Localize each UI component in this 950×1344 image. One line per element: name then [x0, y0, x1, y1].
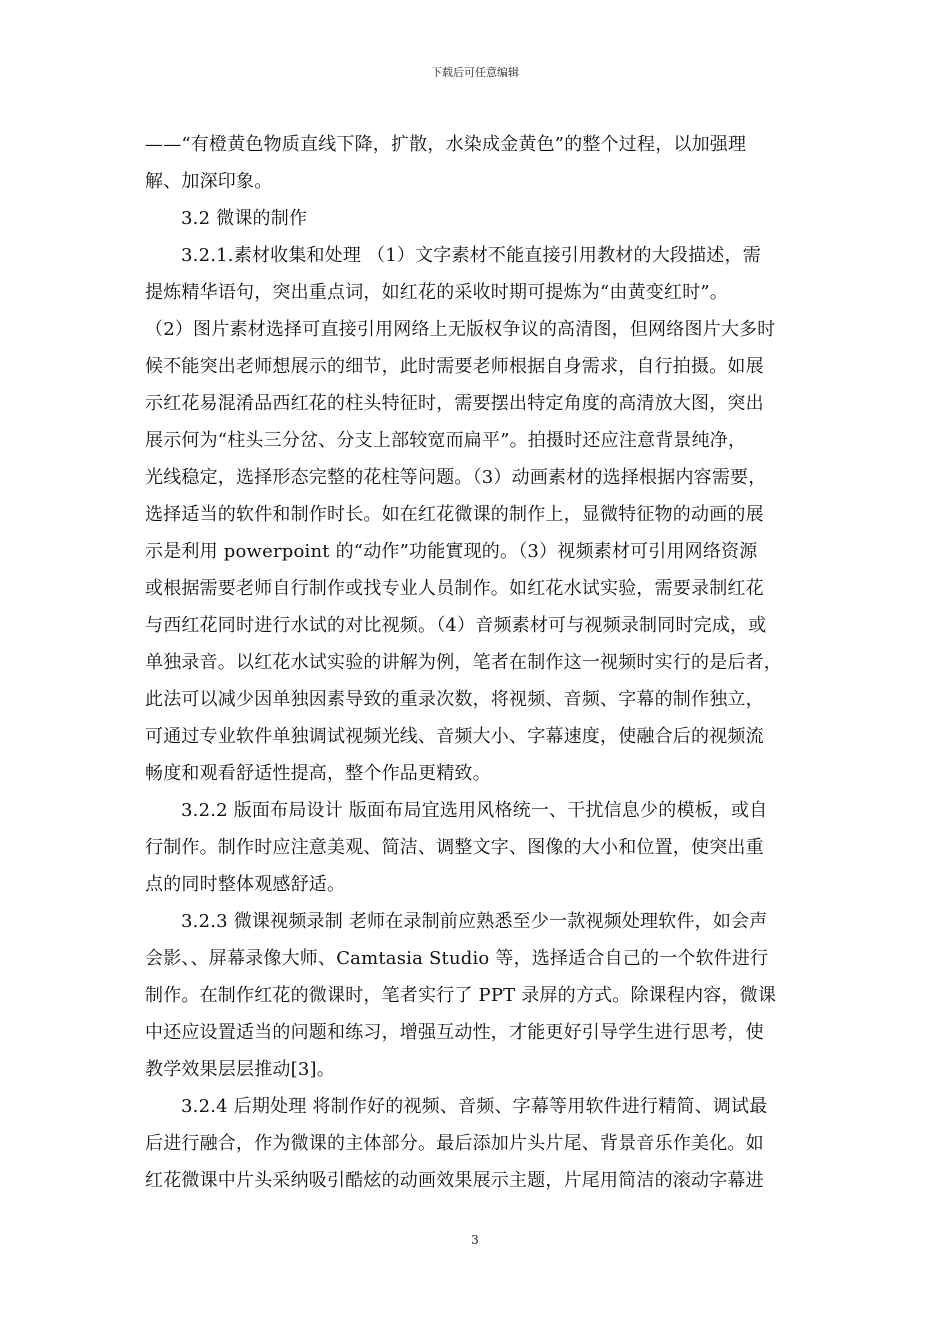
text-line: 展示何为“柱头三分岔、分支上部较宽而扁平”。拍摄时还应注意背景纯净， [145, 430, 747, 451]
text-line: 选择适当的软件和制作时长。如在红花微课的制作上，显微特征物的动画的展 [145, 504, 764, 525]
text-line: 光线稳定，选择形态完整的花柱等问题。（3）动画素材的选择根据内容需要， [145, 467, 767, 488]
page-number: 3 [471, 1233, 479, 1247]
text-line: 会影、、屏幕录像大师、Camtasia Studio 等，选择适合自己的一个软件进行 [145, 948, 769, 969]
text-line: ——“有橙黄色物质直线下降，扩散，水染成金黄色”的整个过程，以加强理 [145, 134, 747, 155]
text-line: （2）图片素材选择可直接引用网络上无版权争议的高清图，但网络图片大多时 [145, 319, 776, 340]
text-line: 制作。在制作红花的微课时，笔者实行了 PPT 录屏的方式。除课程内容，微课 [145, 985, 777, 1006]
text-line: 候不能突出老师想展示的细节，此时需要老师根据自身需求，自行拍摄。如展 [145, 356, 764, 377]
text-line: 后进行融合，作为微课的主体部分。最后添加片头片尾、背景音乐作美化。如 [145, 1133, 764, 1154]
document-body [145, 126, 807, 1199]
text-line: 示红花易混淆品西红花的柱头特征时，需要摆出特定角度的高清放大图，突出 [145, 393, 764, 414]
text-line: 可通过专业软件单独调试视频光线、音频大小、字幕速度，使融合后的视频流 [145, 726, 764, 747]
text-line: 点的同时整体观感舒适。 [145, 874, 346, 895]
text-line: 单独录音。以红花水试实验的讲解为例，笔者在制作这一视频时实行的是后者， [145, 652, 782, 673]
paragraph-start: 3.2.3 微课视频录制 老师在录制前应熟悉至少一款视频处理软件，如会声 [181, 911, 768, 932]
text-line: 中还应设置适当的问题和练习，增强互动性，才能更好引导学生进行思考，使 [145, 1022, 764, 1043]
text-line: 教学效果层层推动[3]。 [145, 1059, 335, 1080]
page-header: 下载后可任意编辑 [431, 66, 519, 79]
text-line: 解、加深印象。 [145, 171, 273, 192]
section-heading: 3.2 微课的制作 [181, 208, 308, 229]
text-line: 示是利用 powerpoint 的“动作”功能實现的。（3）视频素材可引用网络资源 [145, 541, 758, 562]
text-line: 提炼精华语句，突出重点词，如红花的采收时期可提炼为“由黄变红时”。 [145, 282, 729, 303]
paragraph-start: 3.2.1.素材收集和处理 （1）文字素材不能直接引用教材的大段描述，需 [181, 245, 761, 266]
paragraph-start: 3.2.2 版面布局设计 版面布局宜选用风格统一、干扰信息少的模板，或自 [181, 800, 768, 821]
text-line: 与西红花同时进行水试的对比视频。（4）音频素材可与视频录制同时完成，或 [145, 615, 767, 636]
text-line: 或根据需要老师自行制作或找专业人员制作。如红花水试实验，需要录制红花 [145, 578, 764, 599]
text-line: 红花微课中片头采纳吸引酷炫的动画效果展示主题，片尾用简洁的滚动字幕进 [145, 1170, 764, 1191]
text-line: 畅度和观看舒适性提高，整个作品更精致。 [145, 763, 491, 784]
text-line: 行制作。制作时应注意美观、简洁、调整文字、图像的大小和位置，使突出重 [145, 837, 764, 858]
text-line: 此法可以减少因单独因素导致的重录次数，将视频、音频、字幕的制作独立， [145, 689, 764, 710]
paragraph-start: 3.2.4 后期处理 将制作好的视频、音频、字幕等用软件进行精简、调试最 [181, 1096, 768, 1117]
